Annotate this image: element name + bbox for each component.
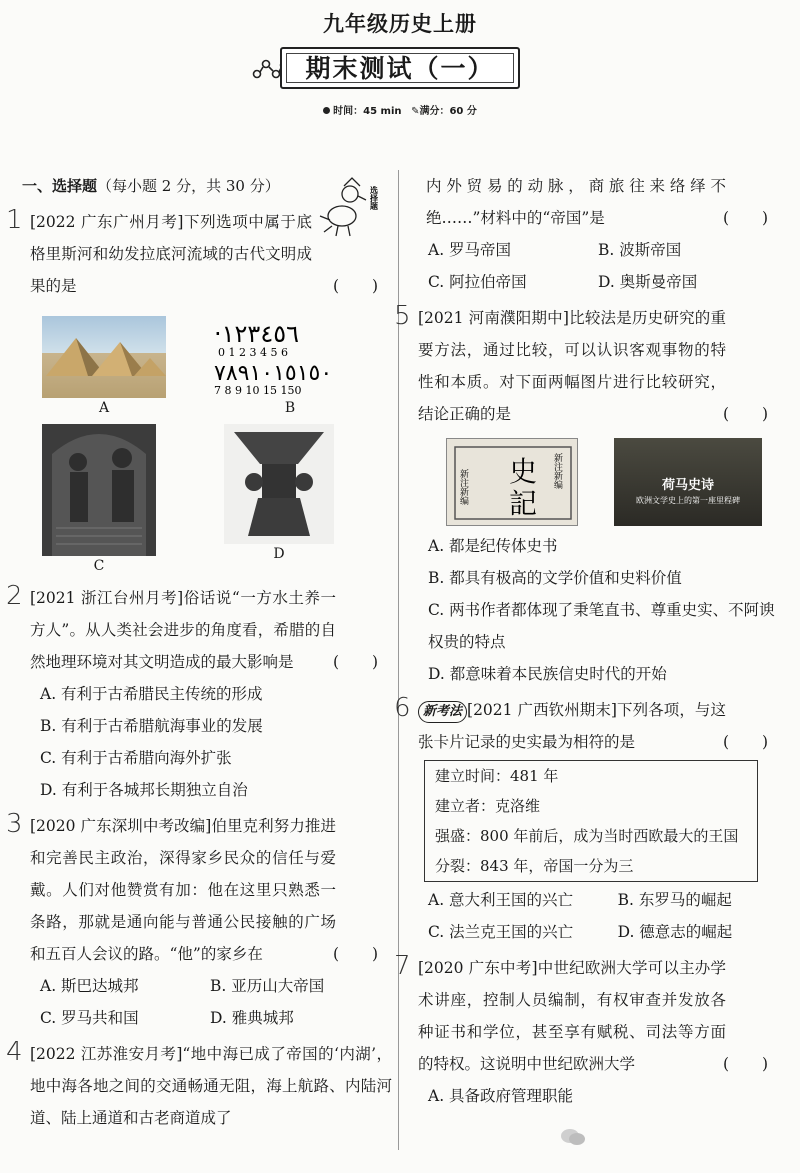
question-5 [394,301,782,690]
question-number: 6 [394,693,411,723]
q5-image-pair [446,438,782,526]
time-label: 时间：45 min [333,106,402,117]
question-source: [2022 江苏淮安月考] [30,1045,183,1063]
section-heading: 一、选择题（每小题 2 分，共 30 分） [22,177,280,195]
question-number: 1 [6,205,23,235]
q1-image-row-1 [42,316,392,418]
option-b[interactable]: B. 波斯帝国 [598,241,682,259]
option-c[interactable]: C. 法兰克王国的兴亡 [428,923,574,941]
q1-option-a[interactable] [42,316,166,418]
question-4-continued [410,170,782,298]
question-source: [2020 广东深圳中考改编] [30,817,212,835]
history-card [424,760,758,882]
question-source: [2022 广东广州月考] [30,213,184,231]
option-c[interactable]: C. 阿拉伯帝国 [428,273,527,291]
option-b[interactable]: B. 有利于古希腊航海事业的发展 [40,717,263,735]
numerals-row-2: 7 8 9 10 15 150 [214,384,302,397]
exam-title: 期末测试（一） [305,54,495,83]
option-label: D [273,546,285,562]
card-line: 强盛：800 年前后，成为当时西欧最大的王国 [435,827,739,845]
hammurabi-stele-image [42,424,156,556]
exam-title-box [280,47,520,89]
bronze-vessel-image [224,424,334,544]
homer-title: 荷马史诗 [661,478,714,493]
section-note: （每小题 2 分，共 30 分） [97,177,280,195]
question-source: [2021 广西钦州期末] [467,701,617,719]
pyramids-image [42,316,166,398]
question-source: [2021 河南濮阳期中] [418,309,569,327]
q1-option-d[interactable] [224,424,334,576]
svg-text:٧٨٩١٠١٥١٥٠: ٧٨٩١٠١٥١٥٠ [214,361,333,386]
score-label: 满分：60 分 [419,106,477,117]
card-line: 建立时间：481 年 [435,767,559,785]
question-text: 下列选项中属于底格里斯河和幼发拉底河流域的古代文明成果的是 [30,213,312,295]
answer-paren: ( ) [722,1055,782,1073]
question-7 [394,951,782,1112]
question-2 [6,581,392,806]
question-text: 比较法是历史研究的重要方法，通过比较，可以认识客观事物的特性和本质。对下面两幅图片进行比较研究，结论正确的是 [418,309,726,423]
answer-paren: ( ) [332,945,392,963]
option-a[interactable]: A. 有利于古希腊民主传统的形成 [40,685,263,703]
question-text: 俗话说“一方水土养一方人”。从人类社会进步的角度看，希腊的自然地理环境对其文明造成的最大影响是 [30,589,336,671]
shiji-side: 新注新编 [458,469,468,505]
question-number: 2 [6,581,23,611]
exam-meta [0,102,800,117]
question-source: [2021 浙江台州月考] [30,589,184,607]
option-label: B [284,400,296,416]
option-a[interactable]: A. 意大利王国的兴亡 [428,891,574,909]
option-c[interactable]: C. 两书作者都体现了秉笔直书、尊重史实、不阿谀权贵的特点 [428,601,775,651]
question-number: 5 [394,301,411,331]
new-method-badge: 新考法 [418,701,467,723]
option-label: A [98,400,110,416]
option-b[interactable]: B. 亚历山大帝国 [210,977,325,995]
answer-paren: ( ) [722,405,782,423]
option-a[interactable]: A. 具备政府管理职能 [428,1087,574,1105]
question-6 [394,693,782,948]
arabic-numerals-image [210,316,370,398]
homer-subtitle: 欧洲文学史上的第一座里程碑 [636,496,740,505]
card-line: 分裂：843 年，帝国一分为三 [435,857,634,875]
wechat-icon [560,1127,586,1147]
option-d[interactable]: D. 奥斯曼帝国 [598,273,698,291]
q1-option-c[interactable] [42,424,156,576]
question-number: 4 [6,1037,23,1067]
option-d[interactable]: D. 有利于各城邦长期独立自治 [40,781,248,799]
right-column [394,170,782,1112]
question-text: 下列各项，与这张卡片记录的史实最为相符的是 [418,701,726,751]
homer-epic-image [614,438,762,526]
pen-icon: ✎ [411,106,420,117]
option-d[interactable]: D. 德意志的崛起 [617,923,733,941]
question-text: 伯里克利努力推进和完善民主政治，深得家乡民众的信任与爱戴。人们对他赞赏有加：他在这里只熟悉一条路，那就是通向能与普通公民接触的广场和五百人会议的路。“他”的家乡在 [30,817,336,963]
shiji-title: 史 [509,455,538,488]
question-number: 3 [6,809,23,839]
svg-text:記: 記 [509,487,538,520]
option-b[interactable]: B. 东罗马的崛起 [617,891,732,909]
numerals-row-1: 0 1 2 3 4 5 6 [218,346,288,359]
question-text-part-1: “地中海已成了帝国的‘内湖’，地中海各地之间的交通畅通无阻，海上航路、内陆河道、陆上通道和古老商道成了 [30,1045,393,1127]
option-a[interactable]: A. 斯巴达城邦 [40,977,139,995]
option-a[interactable]: A. 罗马帝国 [428,241,512,259]
option-d[interactable]: D. 都意味着本民族信史时代的开始 [428,665,667,683]
q1-image-row-2 [42,424,392,576]
q1-option-b[interactable] [210,316,370,418]
question-3 [6,809,392,1034]
mascot-text: 选择题 [369,186,379,210]
svg-text:·١٢٣٤٥٦: ·١٢٣٤٥٦ [214,320,299,348]
card-line: 建立者：克洛维 [435,797,541,815]
question-source: [2020 广东中考] [418,959,538,977]
svg-text:新注新编: 新注新编 [552,453,562,489]
option-d[interactable]: D. 雅典城邦 [210,1009,294,1027]
option-c[interactable]: C. 有利于古希腊向海外扩张 [40,749,232,767]
clock-icon [323,107,330,114]
answer-paren: ( ) [332,653,392,671]
question-text-part-2: 内外贸易的动脉，商旅往来络绎不绝……”材料中的“帝国”是 [426,177,726,227]
option-c[interactable]: C. 罗马共和国 [40,1009,139,1027]
option-a[interactable]: A. 都是纪传体史书 [428,537,558,555]
answer-paren: ( ) [722,209,782,227]
answer-paren: ( ) [332,277,392,295]
grade-heading: 九年级历史上册 [323,12,477,36]
question-4 [6,1037,393,1134]
option-b[interactable]: B. 都具有极高的文学价值和史料价值 [428,569,682,587]
question-number: 7 [394,951,411,981]
shiji-book-image [446,438,578,526]
left-column [6,170,393,1134]
answer-paren: ( ) [722,733,782,751]
question-text: 中世纪欧洲大学可以主办学术讲座，控制人员编制，有权审查并发放各种证书和学位，甚至享有赋税、司法等方面的特权。这说明中世纪欧洲大学 [418,959,726,1073]
option-label: C [93,558,105,574]
question-1 [6,205,392,302]
